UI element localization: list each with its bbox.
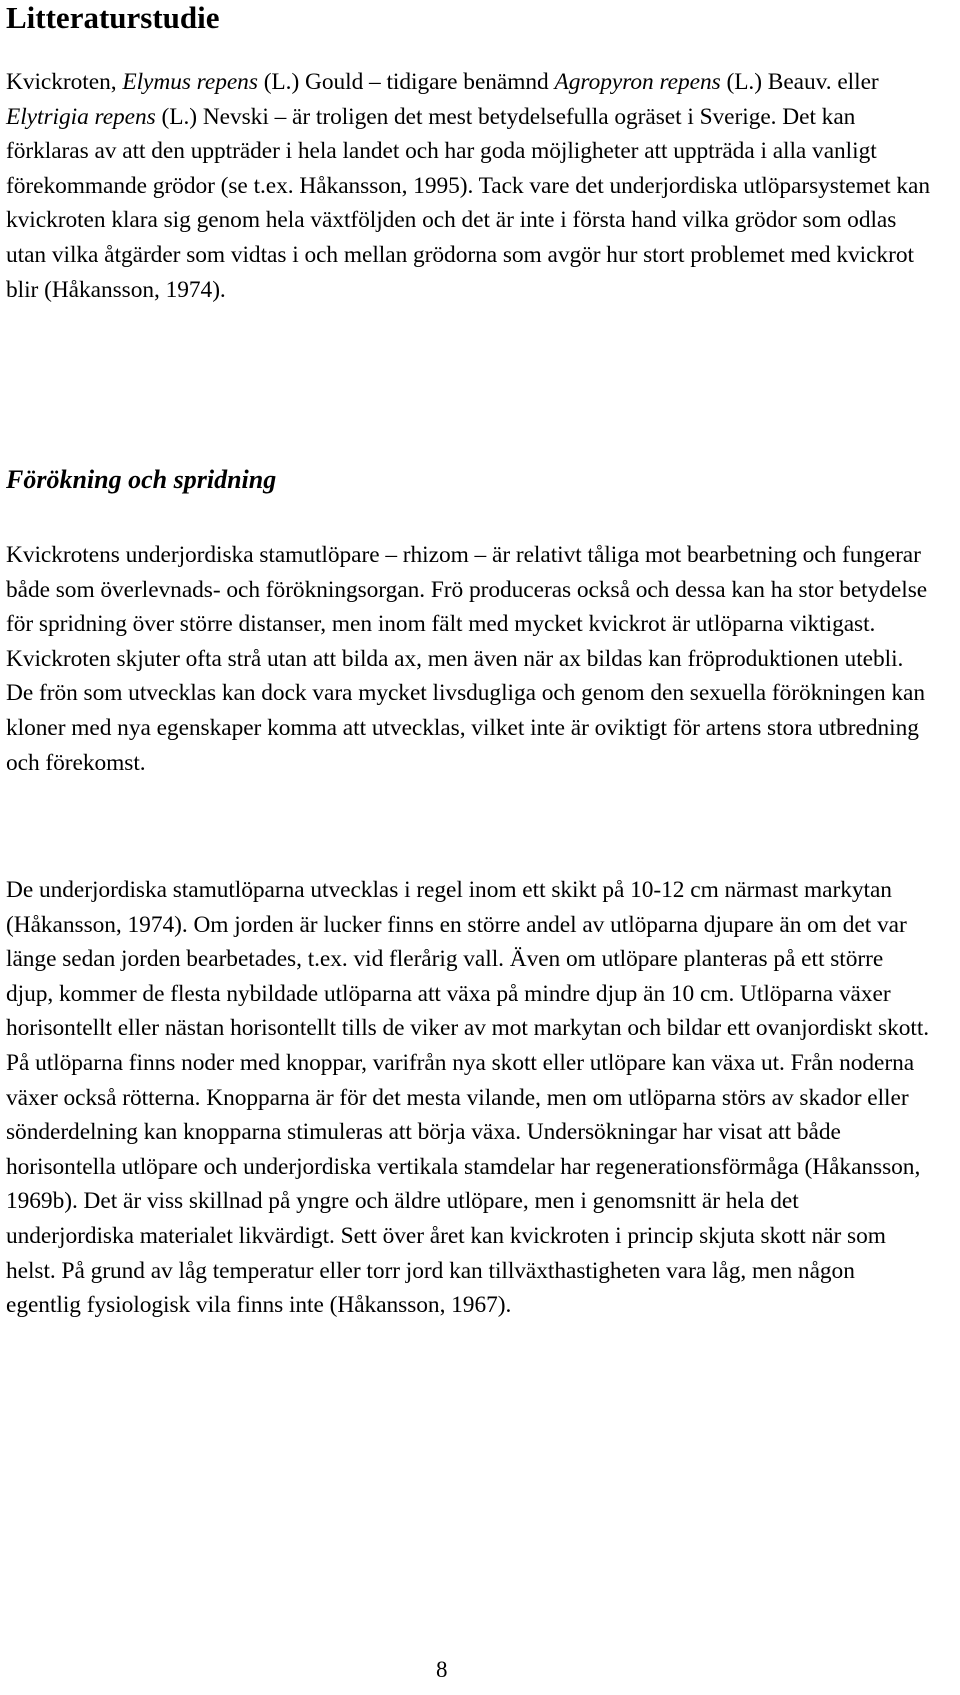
intro-text-2: (L.) Gould – tidigare benämnd (257, 69, 555, 95)
intro-text-3: (L.) Beauv. eller (720, 69, 879, 95)
page-number: 8 (436, 1657, 448, 1682)
page-title: Litteraturstudie (6, 0, 220, 35)
intro-paragraph (6, 65, 931, 307)
species-name-elytrigia: Elytrigia repens (6, 103, 156, 130)
species-name-agropyron: Agropyron repens (554, 69, 721, 95)
species-name-elymus: Elymus repens (122, 69, 258, 95)
spread-paragraph: Kvickrotens underjordiska stamutlöpare – rhizom – är relativt tåliga mot bearbetning och fungerar både som överlevnads- och förökningsorgan. Frö produceras också och dessa kan ha stor betydelse för spridning över större distanser, men inom fält med mycket kvickrot är utlöparna viktigast. Kvickroten skjuter ofta strå utan att bilda ax, men även när ax bildas kan fröproduktionen utebli. De frön som utvecklas kan dock vara mycket livsdugliga och genom den sexuella förökningen kan kloner med nya egenskaper komma att utvecklas, vilket inte är oviktigt för artens stora utbredning och förekomst. (6, 542, 928, 776)
intro-text-4: (L.) Nevski – är troligen det mest betydelsefulla ogräset i Sverige. Det kan förklaras av att den uppträder i hela landet och har goda möjligheter att uppträda i alla vanligt förekommande grödor (se t.ex. Håkansson, 1995). Tack vare det underjordiska utlöparsystemet kan kvickroten klara sig genom hela växtföljden och det är inte i första hand vilka grödor som odlas utan vilka åtgärder som vidtas i och mellan grödorna som avgör hur stort problemet med kvickrot blir (Håkansson, 1974). (6, 103, 930, 303)
intro-text-1: Kvickroten, (6, 69, 123, 95)
rhizome-paragraph: De underjordiska stamutlöparna utvecklas i regel inom ett skikt på 10-12 cm närmast markytan (Håkansson, 1974). Om jorden är lucker finns en större andel av utlöparna djupare än om det var länge sedan jorden bearbetades, t.ex. vid flerårig vall. Även om utlöpare planteras på ett större djup, kommer de flesta nybildade utlöparna att växa på mindre djup än 10 cm. Utlöparna växer horisontellt eller nästan horisontellt tills de viker av mot markytan och bildar ett ovanjordiskt skott. På utlöparna finns noder med knoppar, varifrån nya skott eller utlöpare kan växa ut. Från noderna växer också rötterna. Knopparna är för det mesta vilande, men om utlöparna störs av skador eller sönderdelning kan knopparna stimuleras att börja växa. Undersökningar har visat att både horisontella utlöpare och underjordiska vertikala stamdelar har regenerationsförmåga (Håkansson, 1969b). Det är viss skillnad på yngre och äldre utlöpare, men i genomsnitt är hela det underjordiska materialet likvärdigt. Sett över året kan kvickroten i princip skjuta skott när som helst. På grund av låg temperatur eller torr jord kan tillväxthastigheten vara låg, men någon egentlig fysiologisk vila finns inte (Håkansson, 1967). (6, 877, 930, 1319)
section-heading: Förökning och spridning (6, 465, 277, 494)
